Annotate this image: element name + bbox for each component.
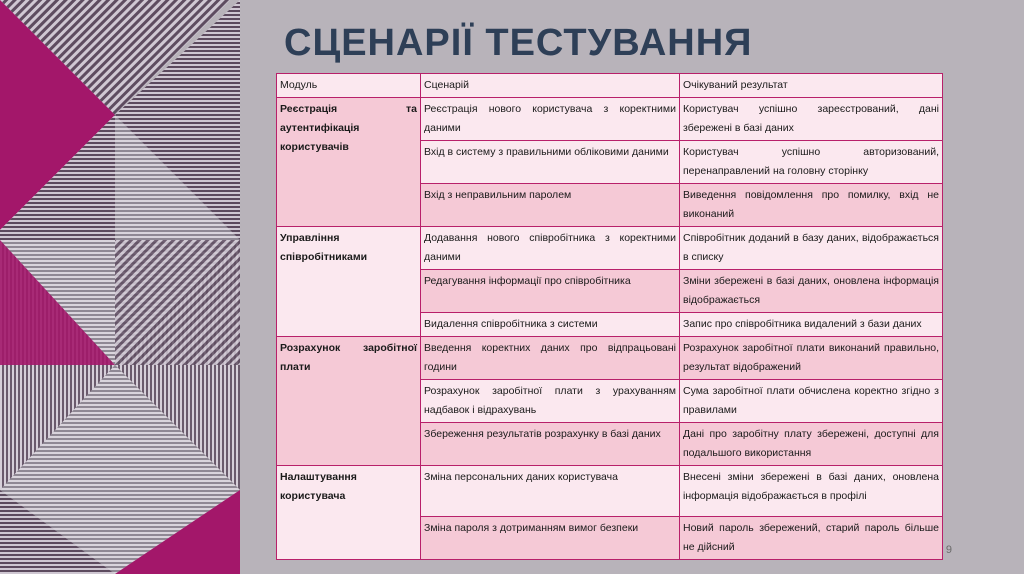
module-cell: Розрахунок заробітної плати bbox=[277, 337, 421, 466]
module-cell: Управління співробітниками bbox=[277, 227, 421, 337]
table-row bbox=[277, 227, 943, 270]
test-scenarios-table bbox=[276, 73, 943, 560]
header-expected: Очікуваний результат bbox=[680, 74, 943, 98]
scenario-cell: Зміна пароля з дотриманням вимог безпеки bbox=[421, 517, 680, 560]
scenario-cell: Зміна персональних даних користувача bbox=[421, 466, 680, 517]
scenario-cell: Розрахунок заробітної плати з урахуванням надбавок і відрахувань bbox=[421, 380, 680, 423]
slide-title: СЦЕНАРІЇ ТЕСТУВАННЯ bbox=[284, 22, 753, 64]
expected-cell: Сума заробітної плати обчислена коректно згідно з правилами bbox=[680, 380, 943, 423]
table-row bbox=[277, 337, 943, 380]
expected-cell: Внесені зміни збережені в базі даних, оновлена інформація відображається в профілі bbox=[680, 466, 943, 517]
header-scenario: Сценарій bbox=[421, 74, 680, 98]
page-number: 9 bbox=[945, 544, 952, 556]
expected-cell: Співробітник доданий в базу даних, відображається в списку bbox=[680, 227, 943, 270]
expected-cell: Дані про заробітну плату збережені, доступні для подальшого використання bbox=[680, 423, 943, 466]
scenario-cell: Редагування інформації про співробітника bbox=[421, 270, 680, 313]
table-row bbox=[277, 98, 943, 141]
scenario-cell: Вхід з неправильним паролем bbox=[421, 184, 680, 227]
expected-cell: Користувач успішно зареєстрований, дані збережені в базі даних bbox=[680, 98, 943, 141]
scenario-cell: Збереження результатів розрахунку в базі даних bbox=[421, 423, 680, 466]
scenario-cell: Вхід в систему з правильними обліковими даними bbox=[421, 141, 680, 184]
expected-cell: Новий пароль збережений, старий пароль більше не дійсний bbox=[680, 517, 943, 560]
scenario-cell: Введення коректних даних про відпрацьовані години bbox=[421, 337, 680, 380]
module-cell: Реєстрація та аутентифікація користувачів bbox=[277, 98, 421, 227]
scenario-cell: Видалення співробітника з системи bbox=[421, 313, 680, 337]
decorative-pattern bbox=[0, 0, 260, 574]
module-cell: Налаштування користувача bbox=[277, 466, 421, 560]
expected-cell: Запис про співробітника видалений з бази даних bbox=[680, 313, 943, 337]
scenario-cell: Реєстрація нового користувача з коректними даними bbox=[421, 98, 680, 141]
table-header-row bbox=[277, 74, 943, 98]
header-module: Модуль bbox=[277, 74, 421, 98]
scenario-cell: Додавання нового співробітника з коректними даними bbox=[421, 227, 680, 270]
table-row bbox=[277, 466, 943, 517]
expected-cell: Користувач успішно авторизований, перенаправлений на головну сторінку bbox=[680, 141, 943, 184]
expected-cell: Розрахунок заробітної плати виконаний правильно, результат відображений bbox=[680, 337, 943, 380]
expected-cell: Виведення повідомлення про помилку, вхід не виконаний bbox=[680, 184, 943, 227]
expected-cell: Зміни збережені в базі даних, оновлена інформація відображається bbox=[680, 270, 943, 313]
